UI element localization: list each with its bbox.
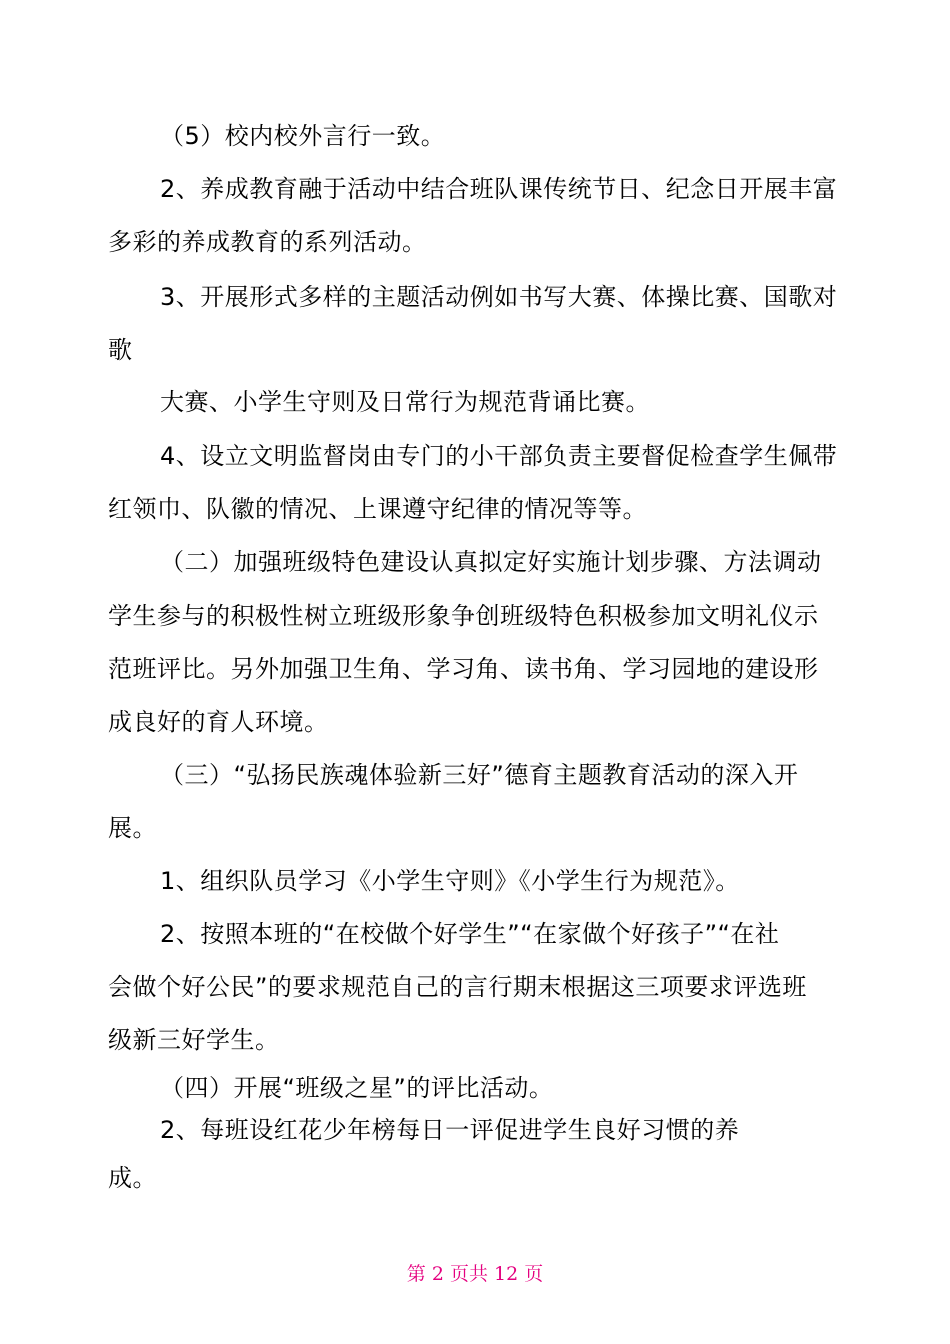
text-line: 2、每班设红花少年榜每日一评促进学生良好习惯的养: [160, 1116, 740, 1144]
text-line: 范班评比。另外加强卫生角、学习角、读书角、学习园地的建设形: [108, 655, 819, 683]
text-line: 2、养成教育融于活动中结合班队课传统节日、纪念日开展丰富: [160, 175, 838, 203]
text-line: 1、组织队员学习《小学生守则》《小学生行为规范》。: [160, 867, 740, 895]
text-line: 2、按照本班的“在校做个好学生”“在家做个好孩子”“在社: [160, 920, 780, 948]
text-line: 成良好的育人环境。: [108, 708, 329, 736]
text-line: （四）开展“班级之星”的评比活动。: [160, 1074, 554, 1102]
text-line: 大赛、小学生守则及日常行为规范背诵比赛。: [160, 388, 650, 416]
text-line: 会做个好公民”的要求规范自己的言行期末根据这三项要求评选班: [108, 973, 807, 1001]
text-line: （5）校内校外言行一致。: [160, 122, 446, 150]
text-line: （三）“弘扬民族魂体验新三好”德育主题教育活动的深入开: [160, 761, 799, 789]
text-line: 多彩的养成教育的系列活动。: [108, 228, 427, 256]
text-line: 学生参与的积极性树立班级形象争创班级特色积极参加文明礼仪示: [108, 602, 819, 630]
text-line: 4、设立文明监督岗由专门的小干部负责主要督促检查学生佩带: [160, 442, 838, 470]
page-number-footer: 第 2 页共 12 页: [406, 1263, 544, 1285]
text-line: 级新三好学生。: [108, 1026, 280, 1054]
text-line: 红领巾、队徽的情况、上课遵守纪律的情况等等。: [108, 495, 647, 523]
text-line: 展。: [108, 814, 157, 842]
text-line: 成。: [108, 1164, 157, 1192]
text-line: 3、开展形式多样的主题活动例如书写大赛、体操比赛、国歌对: [160, 283, 838, 311]
text-line: 歌: [108, 336, 133, 364]
text-line: （二）加强班级特色建设认真拟定好实施计划步骤、方法调动: [160, 548, 822, 576]
